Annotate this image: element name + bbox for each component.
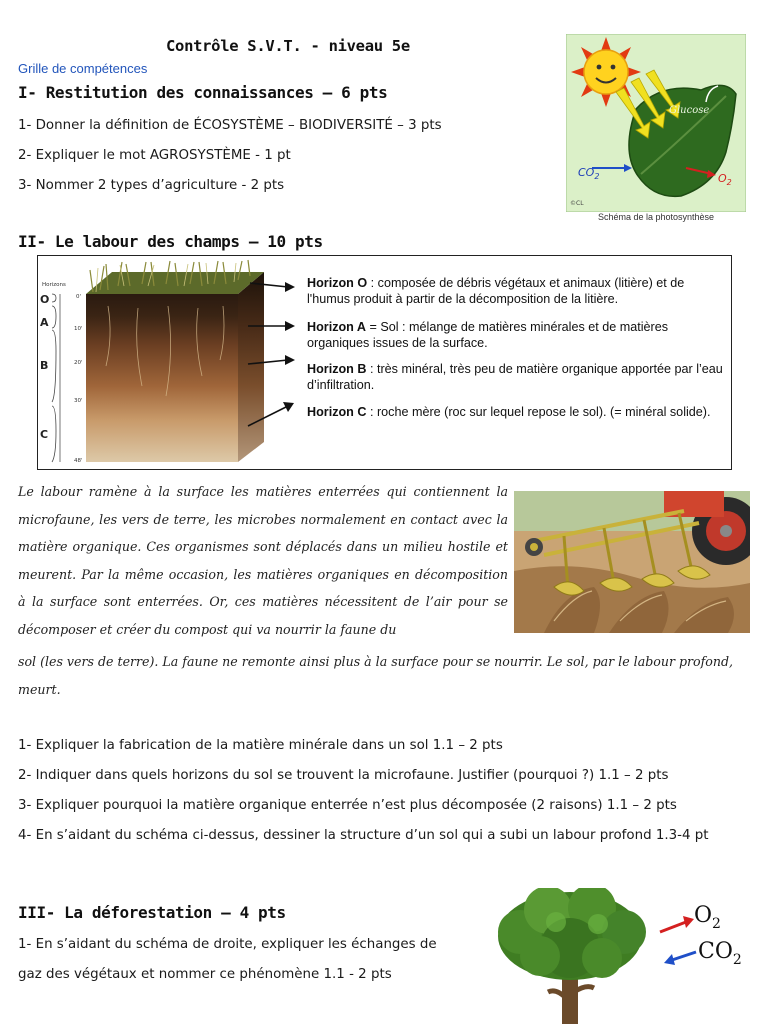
svg-text:O: O [40,293,50,306]
section-2-question-3: 3- Expliquer pourquoi la matière organique enterrée n’est plus décomposée (2 raisons) 1.1 – 2 pts [18,798,677,813]
horizon-o-description: Horizon O : composée de débris végétaux et animaux (litière) et de l'humus produit à partir de la décomposition de la litière. [307,276,685,306]
tree-gas-exchange-diagram [490,888,760,1024]
section-3-question-1-line-2: gaz des végétaux et nommer ce phénomène 1.1 - 2 pts [18,967,392,982]
ploughing-paragraph: Le labour ramène à la surface les matières enterrées qui contiennent la microfaune, les vers de terre, les microbes normalement en contact avec la matière organique. Ces organismes sont déplacés dans un milieu hostile et meurent. Par la même occasion, les matières organiques en décomposition à la surface sont enterrées. Or, ces matières nécessitent de l’air pour se décomposer et créer du compost qui va nourrir la faune du [18,484,508,637]
document-title: Contrôle S.V.T. - niveau 5e [166,37,410,55]
section-2-question-2: 2- Indiquer dans quels horizons du sol se trouvent la microfaune. Justifier (pourquoi ?) 1.1 – 2 pts [18,768,669,783]
section-2-heading: II- Le labour des champs – 10 pts [18,232,323,251]
glucose-label: Glucose [669,105,710,116]
section-2-question-4: 4- En s’aidant du schéma ci-dessus, dessiner la structure d’un sol qui a subi un labour profond 1.3-4 pt [18,828,709,843]
svg-text:48': 48' [74,458,83,464]
section-1-heading: I- Restitution des connaissances – 6 pts [18,83,388,102]
section-1-question-1: 1- Donner la définition de ÉCOSYSTÈME – BIODIVERSITÉ – 3 pts [18,118,442,133]
horizon-c-description: Horizon C : roche mère (roc sur lequel repose le sol). (= minéral solide). [307,405,711,419]
tree-o2-label: $O_2$ [694,903,721,932]
plough-illustration [514,491,750,633]
svg-text:30': 30' [74,398,83,404]
svg-text:C: C [40,428,49,441]
svg-text:Horizons: Horizons [42,282,66,288]
soil-profile-drawing [38,256,303,469]
svg-text:0': 0' [76,294,82,300]
competences-grid-link[interactable]: Grille de compétences [18,61,148,76]
photosynthesis-diagram [566,34,746,212]
tree-co2-label: $CO_2$ [698,939,742,968]
section-1-question-3: 3- Nommer 2 types d’agriculture - 2 pts [18,178,285,193]
svg-text:20': 20' [74,360,83,366]
section-2-question-1: 1- Expliquer la fabrication de la matière minérale dans un sol 1.1 – 2 pts [18,738,503,753]
svg-text:A: A [40,316,49,329]
horizon-b-description: Horizon B : très minéral, très peu de matière organique apportée par l’eau d’infiltration. [307,362,723,392]
sun-icon [571,37,641,107]
svg-text:B: B [40,359,49,372]
ploughing-paragraph-continued: sol (les vers de terre). La faune ne remonte ainsi plus à la surface pour se nourrir. Le sol, par le labour profond, meurt. [18,654,734,697]
svg-text:10': 10' [74,326,83,332]
section-3-heading: III- La déforestation – 4 pts [18,903,286,922]
o2-label: $O_2$ [718,172,732,187]
photosynthesis-caption: Schéma de la photosynthèse [597,212,715,222]
horizon-a-description: Horizon A = Sol : mélange de matières minérales et de matières organiques issues de la surface. [307,320,669,350]
section-1-question-2: 2- Expliquer le mot AGROSYSTÈME - 1 pt [18,148,291,163]
copyright-label: ©CL [570,200,584,207]
co2-label: $CO_2$ [578,166,600,181]
section-3-question-1-line-1: 1- En s’aidant du schéma de droite, expliquer les échanges de [18,937,437,952]
soil-horizons-figure [37,255,732,470]
tree-canopy [498,888,646,980]
